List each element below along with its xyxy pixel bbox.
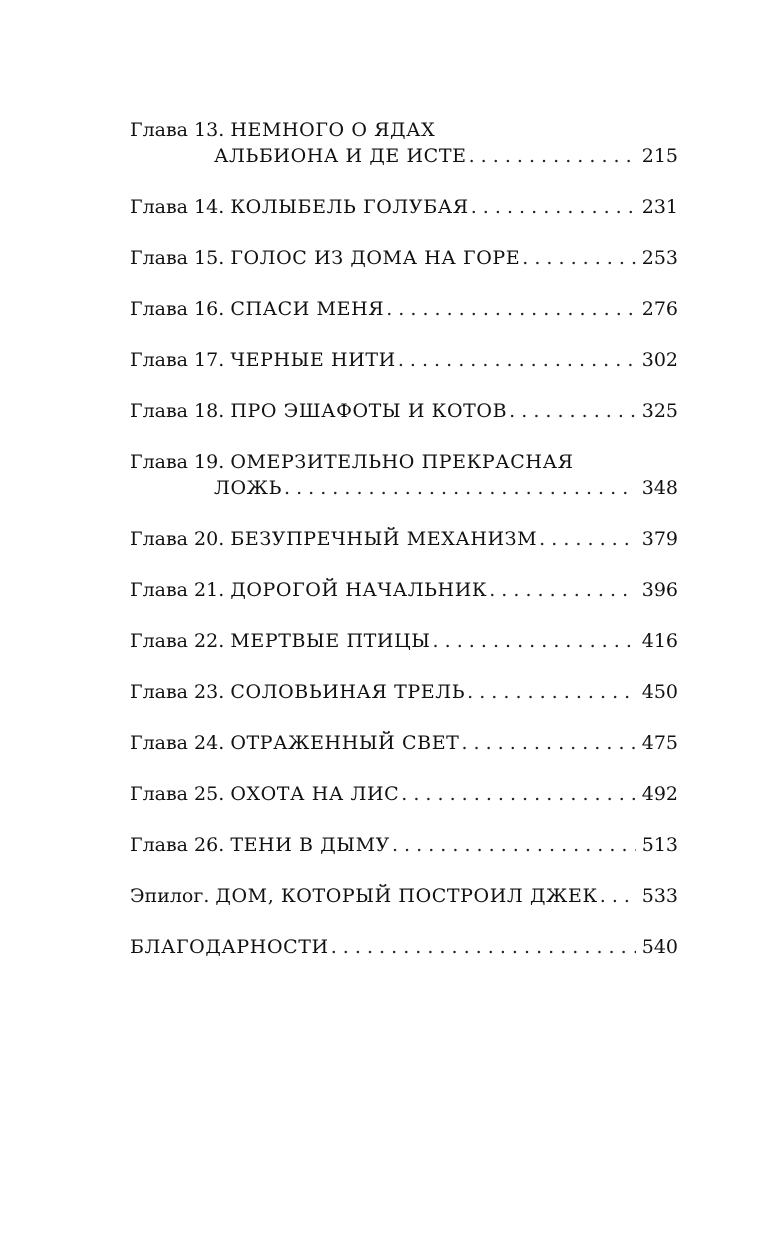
page-number: 231 (641, 196, 678, 218)
toc-entry-epilogue (130, 883, 678, 909)
page-number: 492 (641, 783, 678, 805)
toc-entry-chapter-18 (130, 398, 678, 424)
chapter-prefix: Глава 14. (130, 196, 225, 218)
page-number: 379 (641, 528, 678, 550)
dot-leader (471, 194, 636, 220)
page-number: 396 (641, 579, 678, 601)
toc-entry-chapter-21 (130, 577, 678, 603)
page-number: 450 (641, 681, 678, 703)
toc-entry-chapter-16 (130, 296, 678, 322)
page-number: 533 (641, 885, 678, 907)
chapter-prefix: Глава 16. (130, 298, 225, 320)
chapter-prefix: Глава 20. (130, 528, 225, 550)
dot-leader (392, 832, 636, 858)
chapter-title: ОМЕРЗИТЕЛЬНО ПРЕКРАСНАЯ (230, 451, 574, 473)
page-number: 416 (641, 630, 678, 652)
chapter-title: КОЛЫБЕЛЬ ГОЛУБАЯ (230, 196, 469, 218)
chapter-prefix: Глава 18. (130, 400, 225, 422)
chapter-prefix: Глава 22. (130, 630, 225, 652)
dot-leader (461, 730, 635, 756)
chapter-title: СОЛОВЬИНАЯ ТРЕЛЬ (230, 681, 466, 703)
chapter-prefix: Глава 23. (130, 681, 225, 703)
page-number: 253 (641, 247, 678, 269)
chapter-title: ДОМ, КОТОРЫЙ ПОСТРОИЛ ДЖЕК (215, 885, 598, 907)
chapter-prefix: Глава 21. (130, 579, 225, 601)
chapter-title: ПРО ЭШАФОТЫ И КОТОВ (230, 400, 508, 422)
dot-leader (522, 245, 635, 271)
toc-entry-chapter-15 (130, 245, 678, 271)
chapter-title: ТЕНИ В ДЫМУ (230, 834, 390, 856)
toc-entry-chapter-19 (130, 449, 678, 501)
page-number: 540 (641, 936, 678, 958)
chapter-prefix: Глава 19. (130, 451, 225, 473)
page-number: 276 (641, 298, 678, 320)
chapter-title-continued: АЛЬБИОНА И ДЕ ИСТЕ (214, 145, 467, 167)
dot-leader (386, 296, 636, 322)
chapter-title: ОТРАЖЕННЫЙ СВЕТ (230, 732, 460, 754)
chapter-prefix: Глава 17. (130, 349, 225, 371)
toc-entry-chapter-17 (130, 347, 678, 373)
chapter-prefix: Глава 15. (130, 247, 225, 269)
dot-leader (401, 781, 635, 807)
chapter-title: БЕЗУПРЕЧНЫЙ МЕХАНИЗМ (230, 528, 538, 550)
dot-leader (469, 143, 636, 169)
chapter-title: ДОРОГОЙ НАЧАЛЬНИК (230, 579, 488, 601)
toc-entry-chapter-13 (130, 117, 678, 169)
toc-entry-chapter-26 (130, 832, 678, 858)
chapter-prefix: Глава 26. (130, 834, 225, 856)
chapter-prefix: Эпилог. (130, 885, 210, 907)
chapter-prefix: Глава 25. (130, 783, 225, 805)
dot-leader (284, 475, 636, 501)
dot-leader (489, 577, 636, 603)
page-number: 475 (641, 732, 678, 754)
toc-entry-chapter-23 (130, 679, 678, 705)
chapter-title: СПАСИ МЕНЯ (230, 298, 385, 320)
page-number: 302 (641, 349, 678, 371)
toc-entry-chapter-25 (130, 781, 678, 807)
toc-entry-acknowledgements (130, 934, 678, 960)
page-number: 348 (641, 477, 678, 499)
chapter-prefix: Глава 13. (130, 119, 225, 141)
toc-entry-chapter-22 (130, 628, 678, 654)
dot-leader (600, 883, 636, 909)
chapter-title: ЧЕРНЫЕ НИТИ (230, 349, 396, 371)
dot-leader (539, 526, 636, 552)
table-of-contents (130, 117, 678, 985)
dot-leader (433, 628, 636, 654)
page-number: 325 (641, 400, 678, 422)
chapter-prefix: Глава 24. (130, 732, 225, 754)
toc-entry-chapter-24 (130, 730, 678, 756)
chapter-title: ОХОТА НА ЛИС (230, 783, 400, 805)
chapter-title: БЛАГОДАРНОСТИ (130, 936, 329, 958)
page-number: 215 (641, 145, 678, 167)
chapter-title: НЕМНОГО О ЯДАХ (230, 119, 436, 141)
dot-leader (398, 347, 636, 373)
dot-leader (331, 934, 636, 960)
dot-leader (467, 679, 636, 705)
page-number: 513 (641, 834, 678, 856)
chapter-title-continued: ЛОЖЬ (214, 477, 282, 499)
toc-entry-chapter-20 (130, 526, 678, 552)
dot-leader (509, 398, 636, 424)
chapter-title: ГОЛОС ИЗ ДОМА НА ГОРЕ (230, 247, 521, 269)
toc-entry-chapter-14 (130, 194, 678, 220)
chapter-title: МЕРТВЫЕ ПТИЦЫ (230, 630, 431, 652)
